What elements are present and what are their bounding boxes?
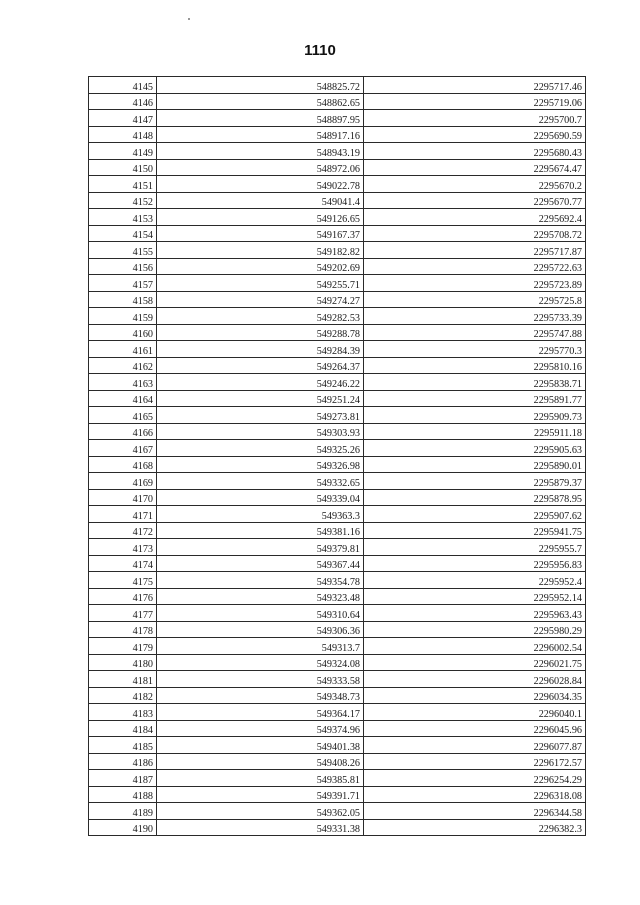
point-number-cell: 4165 bbox=[89, 407, 157, 424]
x-coordinate-cell: 548917.16 bbox=[157, 126, 364, 143]
point-number-cell: 4183 bbox=[89, 704, 157, 721]
table-row bbox=[89, 819, 586, 836]
table-row bbox=[89, 374, 586, 391]
y-coordinate-cell: 2295722.63 bbox=[364, 258, 586, 275]
y-coordinate-cell: 2296028.84 bbox=[364, 671, 586, 688]
table-row bbox=[89, 654, 586, 671]
table-row bbox=[89, 704, 586, 721]
x-coordinate-cell: 549391.71 bbox=[157, 786, 364, 803]
table-row bbox=[89, 126, 586, 143]
table-row bbox=[89, 572, 586, 589]
y-coordinate-cell: 2295692.4 bbox=[364, 209, 586, 226]
x-coordinate-cell: 549381.16 bbox=[157, 522, 364, 539]
y-coordinate-cell: 2296002.54 bbox=[364, 638, 586, 655]
x-coordinate-cell: 548862.65 bbox=[157, 93, 364, 110]
x-coordinate-cell: 549288.78 bbox=[157, 324, 364, 341]
y-coordinate-cell: 2295879.37 bbox=[364, 473, 586, 490]
table-row bbox=[89, 786, 586, 803]
x-coordinate-cell: 549325.26 bbox=[157, 440, 364, 457]
y-coordinate-cell: 2295952.14 bbox=[364, 588, 586, 605]
table-row bbox=[89, 638, 586, 655]
table-row bbox=[89, 489, 586, 506]
table-row bbox=[89, 341, 586, 358]
x-coordinate-cell: 549379.81 bbox=[157, 539, 364, 556]
x-coordinate-cell: 548943.19 bbox=[157, 143, 364, 160]
table-row bbox=[89, 588, 586, 605]
x-coordinate-cell: 549306.36 bbox=[157, 621, 364, 638]
table-row bbox=[89, 225, 586, 242]
table-row bbox=[89, 77, 586, 94]
x-coordinate-cell: 549339.04 bbox=[157, 489, 364, 506]
point-number-cell: 4145 bbox=[89, 77, 157, 94]
x-coordinate-cell: 549367.44 bbox=[157, 555, 364, 572]
table-row bbox=[89, 110, 586, 127]
y-coordinate-cell: 2295717.46 bbox=[364, 77, 586, 94]
y-coordinate-cell: 2295719.06 bbox=[364, 93, 586, 110]
y-coordinate-cell: 2296254.29 bbox=[364, 770, 586, 787]
y-coordinate-cell: 2295909.73 bbox=[364, 407, 586, 424]
y-coordinate-cell: 2296382.3 bbox=[364, 819, 586, 836]
x-coordinate-cell: 549363.3 bbox=[157, 506, 364, 523]
y-coordinate-cell: 2295700.7 bbox=[364, 110, 586, 127]
table-row bbox=[89, 770, 586, 787]
x-coordinate-cell: 549374.96 bbox=[157, 720, 364, 737]
table-row bbox=[89, 275, 586, 292]
table-row bbox=[89, 242, 586, 259]
point-number-cell: 4188 bbox=[89, 786, 157, 803]
point-number-cell: 4190 bbox=[89, 819, 157, 836]
x-coordinate-cell: 549041.4 bbox=[157, 192, 364, 209]
point-number-cell: 4169 bbox=[89, 473, 157, 490]
x-coordinate-cell: 548825.72 bbox=[157, 77, 364, 94]
x-coordinate-cell: 549333.58 bbox=[157, 671, 364, 688]
y-coordinate-cell: 2295838.71 bbox=[364, 374, 586, 391]
y-coordinate-cell: 2295890.01 bbox=[364, 456, 586, 473]
point-number-cell: 4177 bbox=[89, 605, 157, 622]
y-coordinate-cell: 2295891.77 bbox=[364, 390, 586, 407]
point-number-cell: 4182 bbox=[89, 687, 157, 704]
table-row bbox=[89, 803, 586, 820]
table-row bbox=[89, 506, 586, 523]
x-coordinate-cell: 549303.93 bbox=[157, 423, 364, 440]
y-coordinate-cell: 2295725.8 bbox=[364, 291, 586, 308]
point-number-cell: 4152 bbox=[89, 192, 157, 209]
y-coordinate-cell: 2295670.77 bbox=[364, 192, 586, 209]
point-number-cell: 4186 bbox=[89, 753, 157, 770]
x-coordinate-cell: 549362.05 bbox=[157, 803, 364, 820]
scan-speck bbox=[188, 18, 190, 20]
table-row bbox=[89, 555, 586, 572]
x-coordinate-cell: 549182.82 bbox=[157, 242, 364, 259]
y-coordinate-cell: 2295963.43 bbox=[364, 605, 586, 622]
point-number-cell: 4180 bbox=[89, 654, 157, 671]
table-row bbox=[89, 522, 586, 539]
point-number-cell: 4147 bbox=[89, 110, 157, 127]
x-coordinate-cell: 549167.37 bbox=[157, 225, 364, 242]
y-coordinate-cell: 2295955.7 bbox=[364, 539, 586, 556]
point-number-cell: 4189 bbox=[89, 803, 157, 820]
y-coordinate-cell: 2295941.75 bbox=[364, 522, 586, 539]
point-number-cell: 4181 bbox=[89, 671, 157, 688]
point-number-cell: 4172 bbox=[89, 522, 157, 539]
table-row bbox=[89, 407, 586, 424]
coordinates-table-body bbox=[89, 77, 586, 836]
table-row bbox=[89, 456, 586, 473]
table-row bbox=[89, 192, 586, 209]
y-coordinate-cell: 2296021.75 bbox=[364, 654, 586, 671]
point-number-cell: 4159 bbox=[89, 308, 157, 325]
point-number-cell: 4175 bbox=[89, 572, 157, 589]
x-coordinate-cell: 549022.78 bbox=[157, 176, 364, 193]
table-row bbox=[89, 473, 586, 490]
table-row bbox=[89, 539, 586, 556]
x-coordinate-cell: 549274.27 bbox=[157, 291, 364, 308]
x-coordinate-cell: 549326.98 bbox=[157, 456, 364, 473]
point-number-cell: 4149 bbox=[89, 143, 157, 160]
y-coordinate-cell: 2295680.43 bbox=[364, 143, 586, 160]
table-row bbox=[89, 159, 586, 176]
y-coordinate-cell: 2296172.57 bbox=[364, 753, 586, 770]
y-coordinate-cell: 2295952.4 bbox=[364, 572, 586, 589]
point-number-cell: 4148 bbox=[89, 126, 157, 143]
x-coordinate-cell: 549313.7 bbox=[157, 638, 364, 655]
point-number-cell: 4154 bbox=[89, 225, 157, 242]
point-number-cell: 4158 bbox=[89, 291, 157, 308]
table-row bbox=[89, 324, 586, 341]
x-coordinate-cell: 549251.24 bbox=[157, 390, 364, 407]
table-row bbox=[89, 720, 586, 737]
y-coordinate-cell: 2295733.39 bbox=[364, 308, 586, 325]
table-row bbox=[89, 209, 586, 226]
y-coordinate-cell: 2295907.62 bbox=[364, 506, 586, 523]
point-number-cell: 4173 bbox=[89, 539, 157, 556]
table-row bbox=[89, 605, 586, 622]
y-coordinate-cell: 2295723.89 bbox=[364, 275, 586, 292]
point-number-cell: 4178 bbox=[89, 621, 157, 638]
x-coordinate-cell: 549324.08 bbox=[157, 654, 364, 671]
point-number-cell: 4171 bbox=[89, 506, 157, 523]
table-row bbox=[89, 258, 586, 275]
point-number-cell: 4168 bbox=[89, 456, 157, 473]
point-number-cell: 4155 bbox=[89, 242, 157, 259]
y-coordinate-cell: 2295810.16 bbox=[364, 357, 586, 374]
x-coordinate-cell: 549332.65 bbox=[157, 473, 364, 490]
table-row bbox=[89, 737, 586, 754]
x-coordinate-cell: 549408.26 bbox=[157, 753, 364, 770]
y-coordinate-cell: 2295911.18 bbox=[364, 423, 586, 440]
y-coordinate-cell: 2295770.3 bbox=[364, 341, 586, 358]
y-coordinate-cell: 2296045.96 bbox=[364, 720, 586, 737]
table-row bbox=[89, 93, 586, 110]
table-row bbox=[89, 176, 586, 193]
point-number-cell: 4160 bbox=[89, 324, 157, 341]
point-number-cell: 4162 bbox=[89, 357, 157, 374]
y-coordinate-cell: 2295708.72 bbox=[364, 225, 586, 242]
point-number-cell: 4153 bbox=[89, 209, 157, 226]
point-number-cell: 4164 bbox=[89, 390, 157, 407]
x-coordinate-cell: 549354.78 bbox=[157, 572, 364, 589]
x-coordinate-cell: 549246.22 bbox=[157, 374, 364, 391]
y-coordinate-cell: 2295956.83 bbox=[364, 555, 586, 572]
x-coordinate-cell: 549348.73 bbox=[157, 687, 364, 704]
table-row bbox=[89, 291, 586, 308]
point-number-cell: 4150 bbox=[89, 159, 157, 176]
table-row bbox=[89, 440, 586, 457]
y-coordinate-cell: 2296344.58 bbox=[364, 803, 586, 820]
y-coordinate-cell: 2296040.1 bbox=[364, 704, 586, 721]
page-number: 1110 bbox=[304, 42, 336, 59]
x-coordinate-cell: 549282.53 bbox=[157, 308, 364, 325]
y-coordinate-cell: 2296034.35 bbox=[364, 687, 586, 704]
x-coordinate-cell: 549202.69 bbox=[157, 258, 364, 275]
x-coordinate-cell: 549310.64 bbox=[157, 605, 364, 622]
point-number-cell: 4170 bbox=[89, 489, 157, 506]
y-coordinate-cell: 2295690.59 bbox=[364, 126, 586, 143]
x-coordinate-cell: 549273.81 bbox=[157, 407, 364, 424]
table-row bbox=[89, 753, 586, 770]
y-coordinate-cell: 2295905.63 bbox=[364, 440, 586, 457]
x-coordinate-cell: 549264.37 bbox=[157, 357, 364, 374]
x-coordinate-cell: 549364.17 bbox=[157, 704, 364, 721]
x-coordinate-cell: 549401.38 bbox=[157, 737, 364, 754]
table-row bbox=[89, 143, 586, 160]
y-coordinate-cell: 2295747.88 bbox=[364, 324, 586, 341]
x-coordinate-cell: 549385.81 bbox=[157, 770, 364, 787]
x-coordinate-cell: 549323.48 bbox=[157, 588, 364, 605]
table-row bbox=[89, 423, 586, 440]
x-coordinate-cell: 549331.38 bbox=[157, 819, 364, 836]
y-coordinate-cell: 2296077.87 bbox=[364, 737, 586, 754]
table-row bbox=[89, 308, 586, 325]
point-number-cell: 4146 bbox=[89, 93, 157, 110]
point-number-cell: 4185 bbox=[89, 737, 157, 754]
y-coordinate-cell: 2295878.95 bbox=[364, 489, 586, 506]
x-coordinate-cell: 548897.95 bbox=[157, 110, 364, 127]
point-number-cell: 4161 bbox=[89, 341, 157, 358]
y-coordinate-cell: 2295717.87 bbox=[364, 242, 586, 259]
point-number-cell: 4176 bbox=[89, 588, 157, 605]
point-number-cell: 4151 bbox=[89, 176, 157, 193]
table-row bbox=[89, 390, 586, 407]
point-number-cell: 4156 bbox=[89, 258, 157, 275]
point-number-cell: 4157 bbox=[89, 275, 157, 292]
point-number-cell: 4163 bbox=[89, 374, 157, 391]
point-number-cell: 4174 bbox=[89, 555, 157, 572]
y-coordinate-cell: 2296318.08 bbox=[364, 786, 586, 803]
y-coordinate-cell: 2295674.47 bbox=[364, 159, 586, 176]
point-number-cell: 4179 bbox=[89, 638, 157, 655]
table-row bbox=[89, 687, 586, 704]
table-row bbox=[89, 621, 586, 638]
table-row bbox=[89, 671, 586, 688]
point-number-cell: 4167 bbox=[89, 440, 157, 457]
point-number-cell: 4166 bbox=[89, 423, 157, 440]
point-number-cell: 4184 bbox=[89, 720, 157, 737]
x-coordinate-cell: 549255.71 bbox=[157, 275, 364, 292]
x-coordinate-cell: 549284.39 bbox=[157, 341, 364, 358]
point-number-cell: 4187 bbox=[89, 770, 157, 787]
coordinates-table bbox=[88, 76, 586, 836]
y-coordinate-cell: 2295670.2 bbox=[364, 176, 586, 193]
x-coordinate-cell: 548972.06 bbox=[157, 159, 364, 176]
x-coordinate-cell: 549126.65 bbox=[157, 209, 364, 226]
y-coordinate-cell: 2295980.29 bbox=[364, 621, 586, 638]
table-row bbox=[89, 357, 586, 374]
